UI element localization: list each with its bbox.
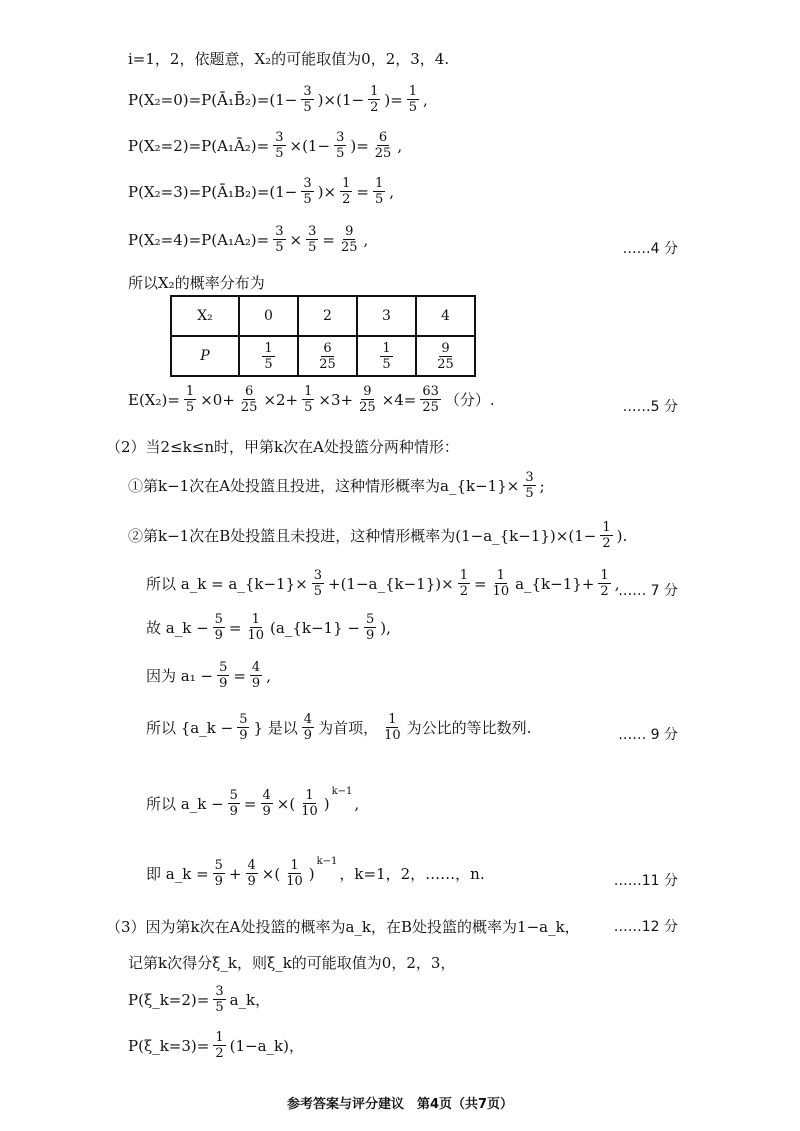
text: 因为 a₁ − bbox=[146, 667, 214, 685]
text: 记第k次得分ξ_k，则ξ_k的可能取值为0，2，3， bbox=[128, 954, 456, 972]
text: = bbox=[356, 182, 369, 201]
text: +(1−a_{k−1})× bbox=[328, 574, 454, 593]
fraction: $\frac{3}{5}$ bbox=[308, 224, 317, 255]
text: P(X₂=4)=P(A₁A₂)= bbox=[128, 230, 270, 249]
fraction: $\frac{9}{25}$ bbox=[359, 384, 376, 415]
denominator: 5 bbox=[382, 356, 391, 372]
text: ) bbox=[323, 794, 330, 813]
text: } 是以 bbox=[253, 719, 298, 737]
fraction: $\frac{3}{5}$ bbox=[313, 568, 322, 599]
text: , bbox=[389, 182, 395, 201]
table-cell bbox=[239, 336, 298, 376]
fraction: $\frac{1}{10}$ bbox=[301, 788, 318, 819]
page-footer: 参考答案与评分建议 第4页（共7页） bbox=[286, 1097, 514, 1112]
text: 故 a_k − bbox=[146, 619, 209, 637]
text: 所以 a_k − bbox=[146, 795, 224, 813]
text: ×( bbox=[261, 864, 281, 883]
fraction: $\frac{5}{9}$ bbox=[214, 858, 223, 889]
score-mark: ……12 分 bbox=[613, 919, 678, 935]
exponent: k−1 bbox=[331, 786, 353, 797]
numerator: 1 bbox=[264, 340, 273, 356]
text: P(ξ_k=2)= bbox=[128, 990, 210, 1009]
text: = bbox=[228, 618, 242, 637]
fraction: $\frac{1}{2}$ bbox=[602, 520, 611, 551]
fraction: $\frac{4}{9}$ bbox=[247, 858, 256, 889]
text: , bbox=[363, 230, 369, 249]
table-row bbox=[171, 296, 475, 336]
denominator: 25 bbox=[437, 356, 454, 372]
text: ×2+ bbox=[263, 390, 299, 409]
table-cell bbox=[416, 336, 475, 376]
text: （3）因为第k次在A处投篮的概率为a_k，在B处投篮的概率为1−a_k， bbox=[106, 918, 580, 936]
text: = bbox=[233, 666, 246, 685]
line-p-x2-2 bbox=[128, 130, 800, 161]
text: ). bbox=[616, 526, 628, 545]
fraction: $\frac{63}{25}$ bbox=[422, 384, 439, 415]
table-cell: 3 bbox=[357, 296, 416, 336]
fraction: $\frac{4}{9}$ bbox=[303, 712, 313, 743]
numerator: 1 bbox=[382, 340, 391, 356]
text: 即 a_k = bbox=[146, 865, 209, 883]
text: ×( bbox=[276, 794, 296, 813]
line-transform bbox=[146, 612, 800, 643]
text: （分）. bbox=[444, 391, 495, 409]
text: + bbox=[228, 864, 242, 883]
text: , bbox=[614, 574, 620, 593]
text: , bbox=[266, 666, 271, 685]
text: ×3+ bbox=[318, 390, 354, 409]
text: 为首项， bbox=[318, 719, 379, 737]
fraction: $\frac{1}{5}$ bbox=[408, 84, 418, 115]
fraction: $\frac{9}{25}$ bbox=[340, 224, 358, 255]
line-case2 bbox=[128, 520, 800, 551]
distribution-table bbox=[170, 295, 476, 377]
text: ×(1− bbox=[289, 136, 331, 155]
line-part2-intro bbox=[106, 436, 800, 457]
denominator: 5 bbox=[264, 356, 273, 372]
text: ) bbox=[308, 864, 315, 883]
numerator: 9 bbox=[441, 340, 450, 356]
text: × bbox=[289, 230, 303, 249]
fraction: $\frac{6}{25}$ bbox=[240, 384, 258, 415]
text: )×(1− bbox=[317, 90, 365, 109]
fraction: $\frac{1}{2}$ bbox=[215, 1030, 224, 1061]
line-possible-values bbox=[128, 48, 800, 69]
score-mark: …… 9 分 bbox=[618, 727, 678, 743]
text: P(ξ_k=3)= bbox=[128, 1036, 210, 1055]
table-cell: P bbox=[171, 336, 239, 376]
fraction: $\frac{1}{5}$ bbox=[374, 176, 384, 207]
fraction: $\frac{3}{5}$ bbox=[215, 984, 224, 1015]
fraction: $\frac{1}{10}$ bbox=[247, 612, 265, 643]
text: a_{k−1}+ bbox=[515, 574, 595, 593]
fraction: $\frac{5}{9}$ bbox=[365, 612, 375, 643]
fraction: $\frac{1}{2}$ bbox=[370, 84, 379, 115]
fraction: $\frac{6}{25}$ bbox=[374, 130, 392, 161]
line-distribution-intro bbox=[128, 272, 800, 293]
text: , bbox=[397, 136, 403, 155]
denominator: 25 bbox=[319, 356, 336, 372]
line-case1 bbox=[128, 470, 800, 501]
fraction: $\frac{5}{9}$ bbox=[214, 612, 223, 643]
text: 为公比的等比数列. bbox=[406, 719, 532, 737]
text: , bbox=[354, 794, 360, 813]
table-row bbox=[171, 336, 475, 376]
text: = bbox=[322, 230, 335, 249]
fraction: $\frac{1}{5}$ bbox=[185, 384, 195, 415]
table-cell: 0 bbox=[239, 296, 298, 336]
line-a1 bbox=[146, 660, 800, 691]
text: )= bbox=[350, 136, 369, 155]
text: P(X₂=3)=P(Ā₁B₂)=(1− bbox=[128, 182, 298, 201]
table-cell bbox=[357, 336, 416, 376]
text: , bbox=[423, 90, 428, 109]
line-ak-formula bbox=[146, 858, 800, 889]
score-mark: …… 7 分 bbox=[618, 583, 678, 599]
text: P(X₂=2)=P(A₁Ā₂)= bbox=[128, 136, 270, 155]
fraction: $\frac{1}{2}$ bbox=[600, 568, 609, 599]
numerator: 6 bbox=[323, 340, 332, 356]
text: = bbox=[473, 574, 487, 593]
line-general-term bbox=[146, 788, 800, 819]
fraction: $\frac{4}{9}$ bbox=[251, 660, 261, 691]
line-p-x2-3 bbox=[128, 176, 800, 207]
fraction: $\frac{3}{5}$ bbox=[525, 470, 534, 501]
fraction: $\frac{1}{2}$ bbox=[342, 176, 351, 207]
text: )= bbox=[384, 90, 403, 109]
table-cell: X₂ bbox=[171, 296, 239, 336]
table-cell bbox=[298, 336, 357, 376]
text: ; bbox=[539, 476, 545, 495]
line-part3-intro bbox=[106, 916, 800, 937]
line-p-x2-0 bbox=[128, 84, 800, 115]
line-score-values bbox=[128, 952, 800, 973]
text: (a_{k−1} − bbox=[270, 618, 360, 637]
text: 所以 {a_k − bbox=[146, 719, 234, 737]
text: ①第k−1次在A处投篮且投进，这种情形概率为a_{k−1}× bbox=[128, 477, 520, 495]
line-recurrence bbox=[146, 568, 800, 599]
text: a_k， bbox=[229, 991, 271, 1009]
text: ，k=1，2，……，n. bbox=[339, 865, 485, 883]
fraction: $\frac{5}{9}$ bbox=[219, 660, 228, 691]
text: E(X₂)= bbox=[128, 390, 180, 409]
score-mark: ……4 分 bbox=[622, 241, 678, 257]
text: )× bbox=[317, 182, 337, 201]
text: (1−a_k)， bbox=[229, 1037, 304, 1055]
line-expectation bbox=[128, 384, 800, 415]
fraction: $\frac{1}{10}$ bbox=[286, 858, 303, 889]
fraction: $\frac{3}{5}$ bbox=[275, 224, 284, 255]
fraction: $\frac{3}{5}$ bbox=[303, 176, 312, 207]
fraction: $\frac{3}{5}$ bbox=[275, 130, 284, 161]
score-mark: ……5 分 bbox=[622, 399, 678, 415]
fraction: $\frac{1}{5}$ bbox=[304, 384, 313, 415]
table-cell: 2 bbox=[298, 296, 357, 336]
fraction: $\frac{1}{10}$ bbox=[384, 712, 401, 743]
text: ②第k−1次在B处投篮且未投进，这种情形概率为(1−a_{k−1})×(1− bbox=[128, 527, 597, 545]
fraction: $\frac{5}{9}$ bbox=[229, 788, 238, 819]
text: 所以 a_k = a_{k−1}× bbox=[146, 575, 308, 593]
fraction: $\frac{1}{10}$ bbox=[492, 568, 510, 599]
text: 所以X₂的概率分布为 bbox=[128, 274, 265, 292]
score-mark: ……11 分 bbox=[613, 873, 678, 889]
fraction: $\frac{3}{5}$ bbox=[336, 130, 345, 161]
text: ×0+ bbox=[200, 390, 235, 409]
text: （2）当2≤k≤n时，甲第k次在A处投篮分两种情形： bbox=[106, 438, 459, 456]
fraction: $\frac{3}{5}$ bbox=[303, 84, 312, 115]
line-geometric bbox=[146, 712, 800, 743]
fraction: $\frac{4}{9}$ bbox=[262, 788, 271, 819]
fraction: $\frac{5}{9}$ bbox=[239, 712, 248, 743]
text: ), bbox=[380, 618, 391, 637]
line-p-x2-4 bbox=[128, 224, 800, 255]
text: ×4= bbox=[381, 390, 417, 409]
text: i=1，2，依题意，X₂的可能取值为0，2，3，4. bbox=[128, 50, 450, 68]
text: P(X₂=0)=P(Ā₁B̄₂)=(1− bbox=[128, 90, 298, 109]
fraction: $\frac{1}{2}$ bbox=[459, 568, 468, 599]
table-cell: 4 bbox=[416, 296, 475, 336]
exponent: k−1 bbox=[316, 856, 338, 867]
text: = bbox=[243, 794, 257, 813]
line-p-xi-3 bbox=[128, 1030, 800, 1061]
line-p-xi-2 bbox=[128, 984, 800, 1015]
